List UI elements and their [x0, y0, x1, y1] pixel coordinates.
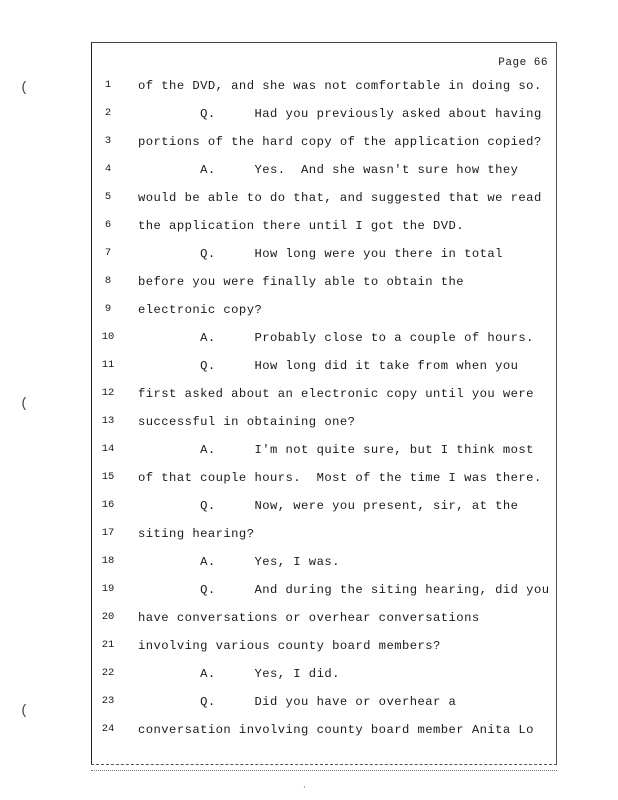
line-number: 8: [104, 275, 112, 287]
line-text: A. Probably close to a couple of hours.: [138, 331, 534, 345]
line-number: 5: [104, 191, 112, 203]
line-number: 24: [101, 723, 115, 735]
line-text: A. Yes, I did.: [138, 667, 340, 681]
transcript-page-frame: [91, 42, 557, 764]
line-text: of that couple hours. Most of the time I was there.: [138, 471, 542, 485]
bottom-rule: [91, 764, 557, 765]
line-text: electronic copy?: [138, 303, 263, 317]
line-text: A. Yes. And she wasn't sure how they: [138, 163, 519, 177]
line-number: 21: [101, 639, 115, 651]
line-text: have conversations or overhear conversations: [138, 611, 480, 625]
line-number: 6: [104, 219, 112, 231]
line-number: 11: [101, 359, 115, 371]
line-text: Q. How long did it take from when you: [138, 359, 519, 373]
line-number: 7: [104, 247, 112, 259]
line-text: A. Yes, I was.: [138, 555, 340, 569]
binding-hole-mark-top: (: [20, 80, 29, 96]
page-number: Page 66: [498, 57, 548, 69]
line-text: siting hearing?: [138, 527, 255, 541]
line-number: 20: [101, 611, 115, 623]
line-text: Q. Had you previously asked about having: [138, 107, 542, 121]
scan-dot: ·: [302, 783, 307, 792]
line-text: Q. And during the siting hearing, did you: [138, 583, 550, 597]
line-text: involving various county board members?: [138, 639, 441, 653]
line-number: 22: [101, 667, 115, 679]
line-text: A. I'm not quite sure, but I think most: [138, 443, 534, 457]
line-number: 23: [101, 695, 115, 707]
line-number: 14: [101, 443, 115, 455]
line-text: would be able to do that, and suggested that we read: [138, 191, 542, 205]
line-number: 2: [104, 107, 112, 119]
binding-hole-mark-middle: (: [20, 396, 29, 412]
line-text: Q. How long were you there in total: [138, 247, 503, 261]
line-text: the application there until I got the DVD.: [138, 219, 465, 233]
line-text: successful in obtaining one?: [138, 415, 356, 429]
line-number: 12: [101, 387, 115, 399]
binding-hole-mark-bottom: (: [20, 703, 29, 719]
line-text: portions of the hard copy of the application copied?: [138, 135, 542, 149]
line-number: 10: [101, 331, 115, 343]
line-number: 18: [101, 555, 115, 567]
line-number: 13: [101, 415, 115, 427]
line-number: 1: [104, 79, 112, 91]
line-text: conversation involving county board member Anita Lo: [138, 723, 534, 737]
line-text: first asked about an electronic copy until you were: [138, 387, 534, 401]
line-number: 17: [101, 527, 115, 539]
line-text: of the DVD, and she was not comfortable in doing so.: [138, 79, 542, 93]
line-number: 15: [101, 471, 115, 483]
line-text: Q. Now, were you present, sir, at the: [138, 499, 519, 513]
line-number: 4: [104, 163, 112, 175]
line-number: 16: [101, 499, 115, 511]
line-text: Q. Did you have or overhear a: [138, 695, 457, 709]
line-text: before you were finally able to obtain the: [138, 275, 465, 289]
bottom-rule-secondary: [91, 770, 557, 771]
line-number: 19: [101, 583, 115, 595]
line-number: 9: [104, 303, 112, 315]
line-number: 3: [104, 135, 112, 147]
